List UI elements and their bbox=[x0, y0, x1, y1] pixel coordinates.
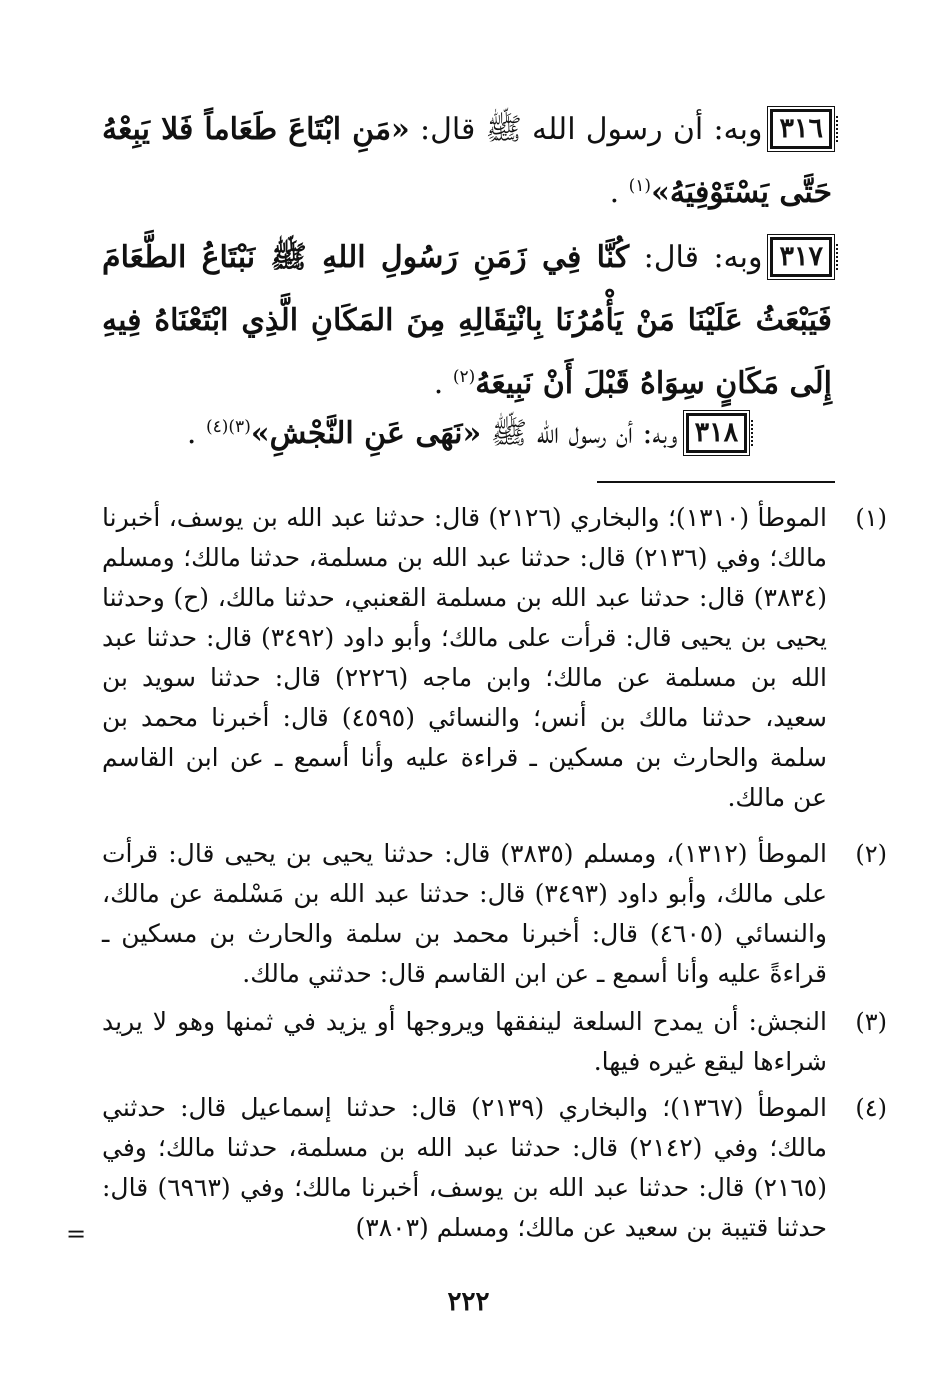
footnote-number: (٢) bbox=[855, 840, 887, 868]
footnote-text: الموطأ (١٣١٠)؛ والبخاري (٢١٢٦) قال: حدثنا عبد الله بن يوسف، أخبرنا مالك؛ وفي (٢١٣٦) قال: حدثنا عبد الله بن مسلمة، حدثنا مالك؛ ومسلم (٣٨٣٤) قال: حدثنا عبد الله بن مسلمة القعنبي، حدثنا مالك، (ح) وحدثنا يحيى بن يحيى قال: قرأت على مالك؛ وأبو داود (٣٤٩٢) قال: حدثنا عبد الله بن مسلمة عن مالك؛ وابن ماجه (٢٢٢٦) قال: حدثنا سويد بن سعيد، حدثنا مالك بن أنس؛ والنسائي (٤٥٩٥) قال: أخبرنا محمد بن سلمة والحارث بن مسكين ـ قراءة عليه وأنا أسمع ـ عن ابن القاسم عن مالك. bbox=[102, 503, 828, 812]
footnote-text: النجش: أن يمدح السلعة لينفقها ويروجها أو يزيد في ثمنها وهو لا يريد شراءها ليقع غيره فيها. bbox=[102, 1007, 827, 1076]
hadith-end: . bbox=[609, 175, 629, 210]
continuation-mark: = bbox=[66, 1220, 87, 1248]
hadith-intro: وبه: أن رسول الله ﷺ bbox=[481, 416, 678, 451]
hadith-end: . bbox=[433, 366, 453, 401]
footnote-1 bbox=[102, 498, 887, 818]
hadith-text: «مَنِ ابْتَاعَ طَعَاماً فَلا يَبِعْهُ حَتَّى يَسْتَوْفِيَهُ» bbox=[102, 112, 832, 210]
footnote-number: (١) bbox=[855, 504, 887, 532]
hadith-intro: وبه: قال: bbox=[629, 240, 763, 275]
footnote-text: الموطأ (١٣١٢)، ومسلم (٣٨٣٥) قال: حدثنا يحيى بن يحيى قال: قرأت على مالك، وأبو داود (٣٤٩٣) قال: حدثنا عبد الله بن مَسْلمة عن مالك، والنسائي (٤٦٠٥) قال: أخبرنا محمد بن سلمة والحارث بن مسكين ـ قراءةً عليه وأنا أسمع ـ عن ابن القاسم قال: حدثني مالك. bbox=[102, 839, 828, 988]
footnote-number: (٣) bbox=[855, 1008, 887, 1036]
footnote-ref[interactable]: (٢) bbox=[452, 367, 476, 387]
footnote-separator bbox=[597, 481, 835, 483]
footnote-ref[interactable]: (٣)(٤) bbox=[206, 417, 251, 437]
hadith-text: «نَهَى عَنِ النَّجْشِ» bbox=[250, 416, 482, 451]
hadith-318 bbox=[102, 402, 832, 465]
hadith-text: كُنَّا فِي زَمَنِ رَسُولِ اللهِ ﷺ نَبْتَاعُ الطَّعَامَ فَيَبْعَثُ عَلَيْنَا مَنْ يَأْمُرُنَا بِانْتِقَالِهِ مِنَ المَكَانِ الَّذِي ابْتَعْنَاهُ فِيهِ إِلَى مَكَانٍ سِوَاهُ قَبْلَ أَنْ نَبِيعَهُ bbox=[102, 240, 832, 401]
hadith-316 bbox=[102, 98, 832, 224]
footnote-4 bbox=[102, 1088, 887, 1248]
footnote-2 bbox=[102, 834, 887, 994]
page-number: ٢٢٢ bbox=[447, 1287, 490, 1317]
hadith-end: . bbox=[186, 416, 206, 451]
hadith-number-badge: ٣١٨ bbox=[686, 413, 748, 453]
hadith-317 bbox=[102, 226, 832, 415]
hadith-intro: وبه: أن رسول الله ﷺ قال: bbox=[409, 112, 763, 147]
footnote-text: الموطأ (١٣٦٧)؛ والبخاري (٢١٣٩) قال: حدثنا إسماعيل قال: حدثني مالك؛ وفي (٢١٤٢) قال: حدثنا عبد الله بن مسلمة، حدثنا مالك؛ وفي (٢١٦٥) قال: حدثنا عبد الله بن يوسف، أخبرنا مالك؛ وفي (٦٩٦٣) قال: حدثنا قتيبة بن سعيد عن مالك؛ ومسلم (٣٨٠٣) bbox=[102, 1093, 827, 1242]
footnote-number: (٤) bbox=[855, 1094, 887, 1122]
hadith-number-badge: ٣١٧ bbox=[770, 237, 832, 277]
hadith-number-badge: ٣١٦ bbox=[770, 109, 832, 149]
footnote-ref[interactable]: (١) bbox=[628, 176, 652, 196]
footnote-3 bbox=[102, 1002, 887, 1082]
